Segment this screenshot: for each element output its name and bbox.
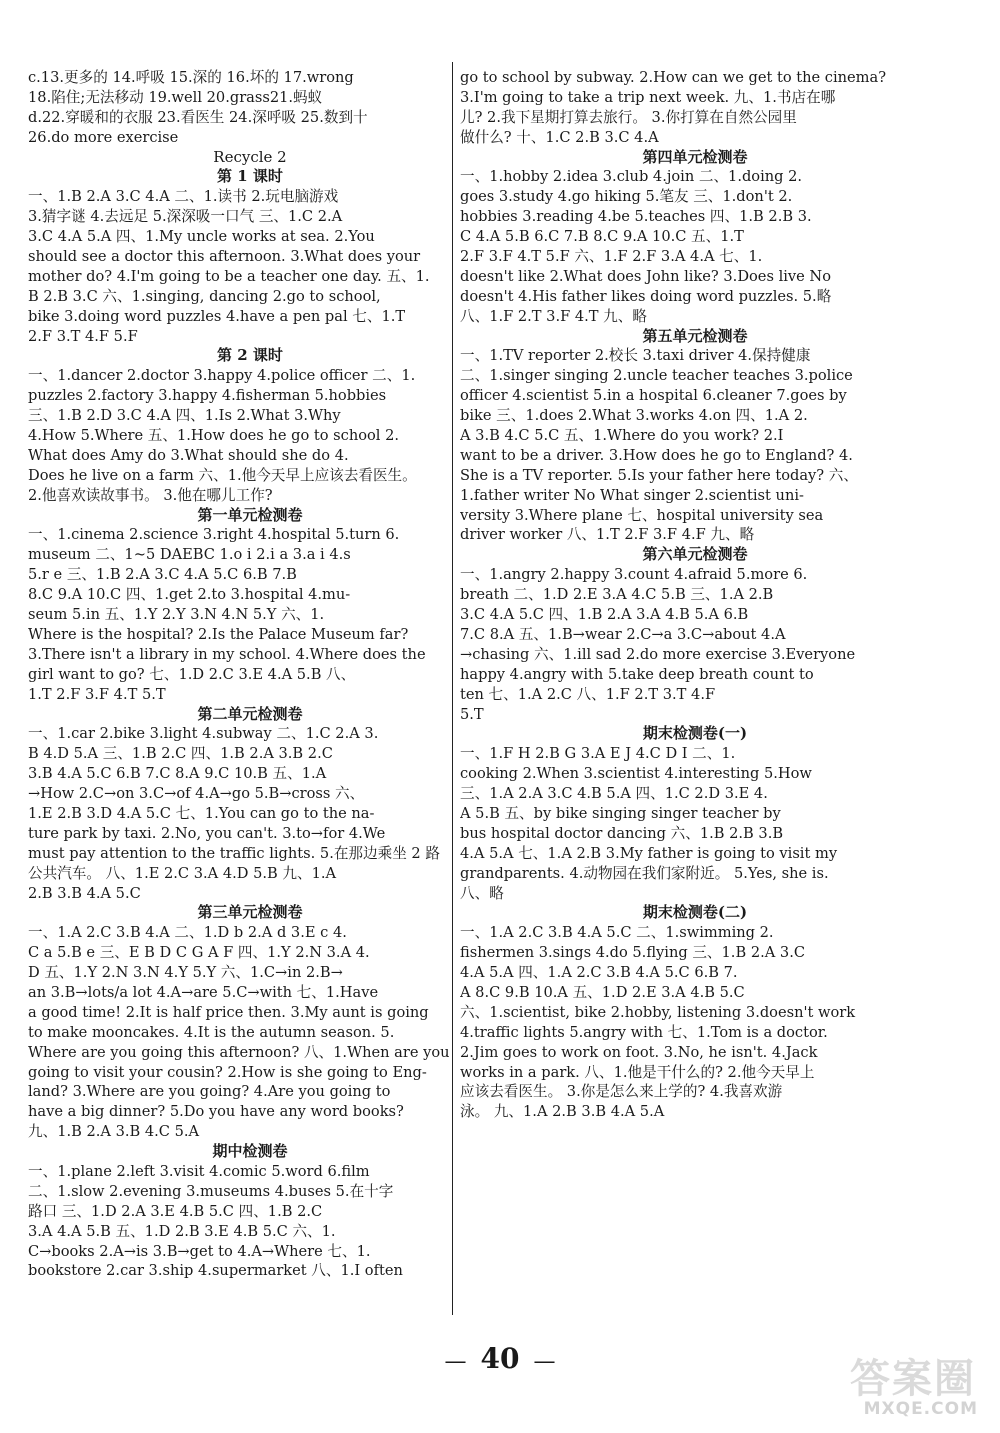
answer-line: Where are you going this afternoon? 八、1.When are you xyxy=(28,1043,450,1061)
answer-line: 儿? 2.我下星期打算去旅行。 3.你打算在自然公园里 xyxy=(460,108,797,126)
section-heading: 第 2 课时 xyxy=(217,346,283,365)
answer-line: 4.traffic lights 5.angry with 七、1.Tom is a doctor. xyxy=(460,1023,828,1041)
answer-line: Does he live on a farm 六、1.他今天早上应该去看医生。 xyxy=(28,466,417,484)
answer-line: museum 二、1~5 DAEBC 1.o i 2.i a 3.a i 4.s xyxy=(28,546,351,564)
answer-column-left xyxy=(28,68,472,1281)
answer-line: 八、略 xyxy=(460,884,504,902)
answer-line: cooking 2.When 3.scientist 4.interesting 5.How xyxy=(460,765,812,783)
answer-line: bike 三、1.does 2.What 3.works 4.on 四、1.A 2. xyxy=(460,407,808,425)
section-heading: 第三单元检测卷 xyxy=(197,903,303,922)
answer-line: puzzles 2.factory 3.happy 4.fisherman 5.hobbies xyxy=(28,387,387,405)
answer-line: 公共汽车。 八、1.E 2.C 3.A 4.D 5.B 九、1.A xyxy=(28,864,337,882)
answer-line: She is a TV reporter. 5.Is your father here today? 六、 xyxy=(460,466,858,484)
page-number-dash-left: — xyxy=(444,1349,467,1374)
answer-line: 3.I'm going to take a trip next week. 九、1.书店在哪 xyxy=(460,88,836,106)
answer-line: 3.猜字谜 4.去远足 5.深深吸一口气 三、1.C 2.A xyxy=(28,208,343,226)
answer-line: 做什么? 十、1.C 2.B 3.C 4.A xyxy=(460,128,659,146)
answer-line: versity 3.Where plane 七、hospital university sea xyxy=(460,506,824,524)
section-heading: Recycle 2 xyxy=(213,147,287,166)
watermark-url: MXQE.COM xyxy=(863,1399,978,1419)
answer-line: doesn't 4.His father likes doing word puzzles. 5.略 xyxy=(460,287,832,305)
answer-line: 八、1.F 2.T 3.F 4.T 九、略 xyxy=(460,307,647,325)
answer-line: driver worker 八、1.T 2.F 3.F 4.F 九、略 xyxy=(460,526,755,544)
answer-line: seum 5.in 五、1.Y 2.Y 3.N 4.N 5.Y 六、1. xyxy=(28,606,325,624)
answer-line: c.13.更多的 14.呼吸 15.深的 16.坏的 17.wrong xyxy=(28,69,354,86)
answer-line: hobbies 3.reading 4.be 5.teaches 四、1.B 2.B 3. xyxy=(460,208,812,226)
answer-column-right xyxy=(460,68,930,1122)
answer-line: 一、1.angry 2.happy 3.count 4.afraid 5.more 6. xyxy=(460,566,808,584)
answer-line: 18.陷住;无法移动 19.well 20.grass21.蚂蚁 xyxy=(28,88,323,106)
answer-line: A 3.B 4.C 5.C 五、1.Where do you work? 2.I xyxy=(460,427,784,445)
section-heading: 期末检测卷(二) xyxy=(642,903,748,922)
answer-line: 应该去看医生。 3.你是怎么来上学的? 4.我喜欢游 xyxy=(460,1083,783,1101)
answer-line: D 五、1.Y 2.N 3.N 4.Y 5.Y 六、1.C→in 2.B→ xyxy=(28,964,343,982)
page-number-value: 40 xyxy=(480,1342,520,1375)
answer-line: 4.A 5.A 七、1.A 2.B 3.My father is going to visit my xyxy=(460,844,838,862)
answer-line: want to be a driver. 3.How does he go to England? 4. xyxy=(460,446,853,464)
answer-line: A 8.C 9.B 10.A 五、1.D 2.E 3.A 4.B 5.C xyxy=(460,983,745,1001)
answer-line: C→books 2.A→is 3.B→get to 4.A→Where 七、1. xyxy=(28,1242,371,1260)
section-heading: 第 1 课时 xyxy=(217,167,283,186)
answer-line: 2.Jim goes to work on foot. 3.No, he isn't. 4.Jack xyxy=(460,1043,818,1061)
answer-line: 路口 三、1.D 2.A 3.E 4.B 5.C 四、1.B 2.C xyxy=(28,1202,323,1220)
answer-line: 7.C 8.A 五、1.B→wear 2.C→a 3.C→about 4.A xyxy=(460,625,786,643)
answer-line: 3.C 4.A 5.C 四、1.B 2.A 3.A 4.B 5.A 6.B xyxy=(460,606,749,624)
answer-line: bike 3.doing word puzzles 4.have a pen pal 七、1.T xyxy=(28,307,406,325)
answer-line: bookstore 2.car 3.ship 4.supermarket 八、1.I often xyxy=(28,1262,403,1280)
answer-line: 一、1.B 2.A 3.C 4.A 二、1.读书 2.玩电脑游戏 xyxy=(28,188,339,206)
answer-line: C 4.A 5.B 6.C 7.B 8.C 9.A 10.C 五、1.T xyxy=(460,228,744,246)
answer-line: 5.T xyxy=(460,705,484,723)
answer-line: goes 3.study 4.go hiking 5.笔友 三、1.don't 2. xyxy=(460,188,793,206)
answer-line: B 4.D 5.A 三、1.B 2.C 四、1.B 2.A 3.B 2.C xyxy=(28,745,333,763)
answer-line: 2.F 3.F 4.T 5.F 六、1.F 2.F 3.A 4.A 七、1. xyxy=(460,248,763,266)
answer-line: 1.T 2.F 3.F 4.T 5.T xyxy=(28,685,166,703)
answer-line: →How 2.C→on 3.C→of 4.A→go 5.B→cross 六、 xyxy=(28,785,365,803)
answer-line: works in a park. 八、1.他是干什么的? 2.他今天早上 xyxy=(460,1063,815,1081)
answer-line: What does Amy do 3.What should she do 4. xyxy=(28,446,349,464)
answer-line: 一、1.F H 2.B G 3.A E J 4.C D I 二、1. xyxy=(460,745,736,763)
answer-line: ture park by taxi. 2.No, you can't. 3.to→for 4.We xyxy=(28,824,386,842)
answer-line: should see a doctor this afternoon. 3.What does your xyxy=(28,248,421,266)
answer-line: 5.r e 三、1.B 2.A 3.C 4.A 5.C 6.B 7.B xyxy=(28,566,297,584)
answer-line: 三、1.B 2.D 3.C 4.A 四、1.Is 2.What 3.Why xyxy=(28,407,341,425)
answer-line: 3.A 4.A 5.B 五、1.D 2.B 3.E 4.B 5.C 六、1. xyxy=(28,1222,336,1240)
answer-line: 泳。 九、1.A 2.B 3.B 4.A 5.A xyxy=(460,1103,665,1121)
section-heading: 第一单元检测卷 xyxy=(197,505,303,524)
answer-line: Where is the hospital? 2.Is the Palace Museum far? xyxy=(28,625,409,643)
answer-line: 一、1.A 2.C 3.B 4.A 5.C 二、1.swimming 2. xyxy=(460,924,774,942)
answer-line: 一、1.hobby 2.idea 3.club 4.join 二、1.doing 2. xyxy=(460,168,803,186)
answer-line: 二、1.slow 2.evening 3.museums 4.buses 5.在十字 xyxy=(28,1182,394,1200)
section-heading: 第二单元检测卷 xyxy=(197,704,303,723)
watermark-logo-text: 答案圈 xyxy=(850,1356,976,1402)
answer-line: an 3.B→lots/a lot 4.A→are 5.C→with 七、1.Have xyxy=(28,983,379,1001)
site-watermark xyxy=(842,1347,982,1419)
answer-line: 4.A 5.A 四、1.A 2.C 3.B 4.A 5.C 6.B 7. xyxy=(460,964,738,982)
answer-line: B 2.B 3.C 六、1.singing, dancing 2.go to school, xyxy=(28,287,381,305)
answer-line: 3.B 4.A 5.C 6.B 7.C 8.A 9.C 10.B 五、1.A xyxy=(28,765,327,783)
section-heading: 期中检测卷 xyxy=(212,1142,288,1161)
answer-line: 2.B 3.B 4.A 5.C xyxy=(28,884,141,902)
answer-line: 2.他喜欢读故事书。 3.他在哪儿工作? xyxy=(28,486,273,504)
answer-line: 一、1.TV reporter 2.校长 3.taxi driver 4.保持健康 xyxy=(460,347,811,365)
answer-line: ten 七、1.A 2.C 八、1.F 2.T 3.T 4.F xyxy=(460,685,716,703)
answer-line: have a big dinner? 5.Do you have any word books? xyxy=(28,1103,404,1121)
answer-line: 二、1.singer singing 2.uncle teacher teaches 3.police xyxy=(460,367,853,385)
answer-line: 3.C 4.A 5.A 四、1.My uncle works at sea. 2.You xyxy=(28,228,375,246)
answer-line: fishermen 3.sings 4.do 5.flying 三、1.B 2.A 3.C xyxy=(460,944,806,962)
answer-line: mother do? 4.I'm going to be a teacher one day. 五、1. xyxy=(28,267,430,285)
answer-line: 三、1.A 2.A 3.C 4.B 5.A 四、1.C 2.D 3.E 4. xyxy=(460,785,768,803)
answer-line: 一、1.dancer 2.doctor 3.happy 4.police officer 二、1. xyxy=(28,367,416,385)
answer-line: 2.F 3.T 4.F 5.F xyxy=(28,327,138,345)
answer-line: doesn't like 2.What does John like? 3.Does live No xyxy=(460,267,831,285)
section-heading: 第六单元检测卷 xyxy=(642,545,748,564)
answer-line: A 5.B 五、by bike singing singer teacher by xyxy=(460,804,781,822)
section-heading: 期末检测卷(一) xyxy=(642,724,748,743)
answer-line: breath 二、1.D 2.E 3.A 4.C 5.B 三、1.A 2.B xyxy=(460,586,774,604)
answer-line: grandparents. 4.动物园在我们家附近。 5.Yes, she is. xyxy=(460,864,829,882)
answer-line: a good time! 2.It is half price then. 3.My aunt is going xyxy=(28,1003,429,1021)
answer-line: to make mooncakes. 4.It is the autumn season. 5. xyxy=(28,1023,395,1041)
answer-line: 3.There isn't a library in my school. 4.Where does the xyxy=(28,645,426,663)
answer-line: →chasing 六、1.ill sad 2.do more exercise 3.Everyone xyxy=(460,645,856,663)
answer-line: 六、1.scientist, bike 2.hobby, listening 3.doesn't work xyxy=(460,1003,856,1021)
answer-line: C a 5.B e 三、E B D C G A F 四、1.Y 2.N 3.A 4. xyxy=(28,944,370,962)
answer-line: happy 4.angry with 5.take deep breath count to xyxy=(460,665,814,683)
answer-line: 一、1.car 2.bike 3.light 4.subway 二、1.C 2.A 3. xyxy=(28,725,379,743)
answer-line: 1.father writer No What singer 2.scientist uni- xyxy=(460,486,804,504)
answer-line: 九、1.B 2.A 3.B 4.C 5.A xyxy=(28,1123,200,1141)
answer-line: 一、1.cinema 2.science 3.right 4.hospital 5.turn 6. xyxy=(28,526,400,544)
answer-line: 8.C 9.A 10.C 四、1.get 2.to 3.hospital 4.mu- xyxy=(28,586,351,604)
answer-line: d.22.穿暖和的衣服 23.看医生 24.深呼吸 25.数到十 xyxy=(28,108,368,126)
answer-line: going to visit your cousin? 2.How is she going to Eng- xyxy=(28,1063,427,1081)
answer-line: 26.do more exercise xyxy=(28,128,179,146)
answer-line: officer 4.scientist 5.in a hospital 6.cleaner 7.goes by xyxy=(460,387,847,405)
answer-line: 一、1.plane 2.left 3.visit 4.comic 5.word 6.film xyxy=(28,1162,370,1180)
answer-line: must pay attention to the traffic lights. 5.在那边乘坐 2 路 xyxy=(28,844,440,862)
page-number-dash-right: — xyxy=(533,1349,556,1374)
answer-line: 4.How 5.Where 五、1.How does he go to school 2. xyxy=(28,427,400,445)
section-heading: 第四单元检测卷 xyxy=(642,147,748,166)
answer-line: 1.E 2.B 3.D 4.A 5.C 七、1.You can go to the na- xyxy=(28,804,375,822)
answer-line: land? 3.Where are you going? 4.Are you going to xyxy=(28,1083,391,1101)
answer-line: bus hospital doctor dancing 六、1.B 2.B 3.B xyxy=(460,824,784,842)
answer-line: girl want to go? 七、1.D 2.C 3.E 4.A 5.B 八、 xyxy=(28,665,356,683)
answer-line: 一、1.A 2.C 3.B 4.A 二、1.D b 2.A d 3.E c 4. xyxy=(28,924,347,942)
section-heading: 第五单元检测卷 xyxy=(642,326,748,345)
answer-line: go to school by subway. 2.How can we get to the cinema? xyxy=(460,69,887,86)
